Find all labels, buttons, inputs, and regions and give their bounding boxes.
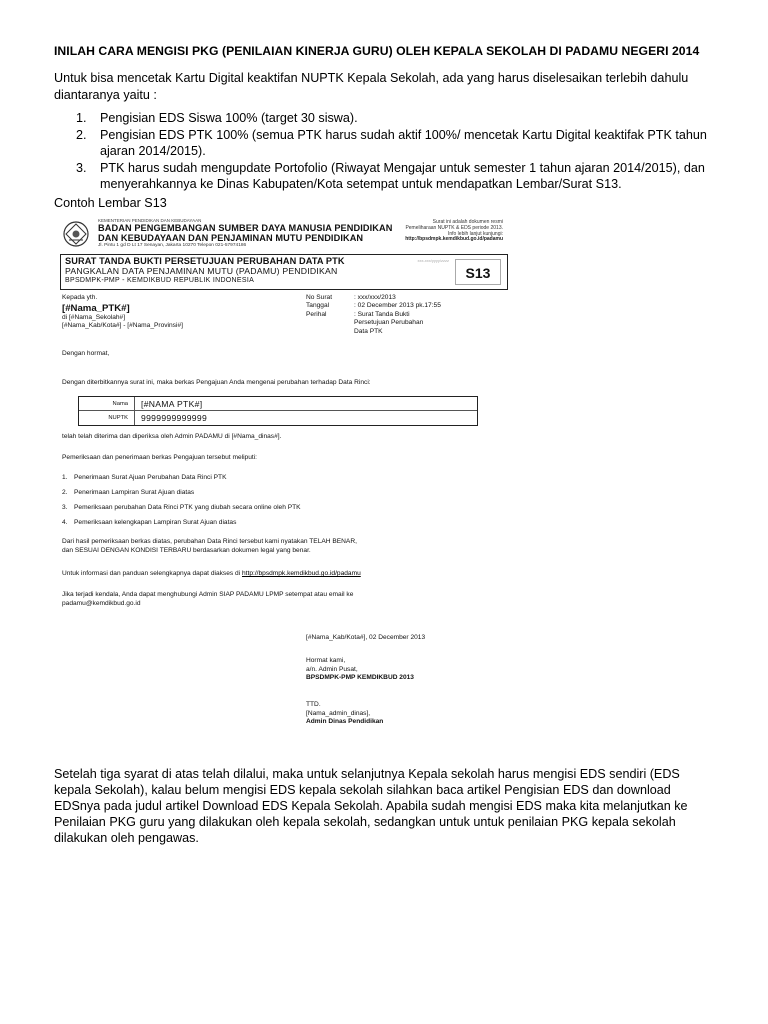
meta-key [306, 328, 354, 336]
letterhead-agency-line1: BADAN PENGEMBANGAN SUMBER DAYA MANUSIA PENDIDIKAN [98, 223, 393, 233]
meta-value: : xxx/xxx/2013 [354, 294, 396, 301]
meta-value: Data PTK [354, 327, 383, 335]
example-caption: Contoh Lembar S13 [54, 196, 167, 210]
meta-row [306, 302, 474, 310]
result-line: dan SESUAI DENGAN KONDISI TERBARU berdasarkan dokumen legal yang benar. [62, 546, 311, 554]
list-item-text: Penerimaan Surat Ajuan Perubahan Data Rinci PTK [74, 474, 227, 481]
table-cell-value: [#NAMA PTK#] [141, 399, 203, 409]
meta-key [306, 319, 354, 327]
letter-code-badge: S13 [455, 259, 501, 285]
meta-key: Tanggal [306, 302, 330, 310]
note-line: Surat ini adalah dokumen resmi [432, 219, 503, 225]
recipient-region: [#Nama_Kab/Kota#] - [#Nama_Provinsi#] [62, 322, 183, 330]
list-item [54, 110, 714, 126]
result-line: Dari hasil pemeriksaan berkas diatas, perubahan Data Rinci tersebut kami nyatakan TELAH BENAR, [62, 538, 357, 545]
list-item [62, 489, 194, 496]
list-item-number: 1. [76, 111, 87, 125]
meta-row [306, 319, 474, 327]
list-item-number: 1. [62, 474, 68, 481]
admin-name: [Nama_admin_dinas], [306, 709, 371, 717]
letterhead-address: Jl. Pintu 1 gd D Lt 17 Senayan, Jakarta 10270 Telepon 021-57974186 [98, 243, 247, 248]
meta-row [306, 294, 474, 302]
signatory-org: BPSDMPK-PMP KEMDIKBUD 2013 [306, 674, 414, 682]
letterhead-ministry: KEMENTERIAN PENDIDIKAN DAN KEBUDAYAAN [98, 218, 202, 223]
closing-paragraph: Setelah tiga syarat di atas telah dilalui, maka untuk selanjutnya Kepala sekolah harus mengisi EDS sendiri (EDS kepala Sekolah), kalau belum mengisi EDS kepala sekolah silahkan baca artikel Pengisian EDS dan download EDSnya pada judul artikel Download EDS Kepala Sekolah. Apabila sudah mengisi EDS maka kita melanjutkan ke Penilaian PKG guru yang dilakukan oleh kepala sekolah, sedangkan untuk untuk penilaian PKG kepala sekolah dilakukan oleh pengawas. [54, 767, 688, 845]
letter-id: xxx-xxx/yyyy/zzzz [417, 258, 449, 263]
greeting: Dengan hormat, [62, 350, 110, 357]
table-row [79, 397, 477, 411]
contact-email: padamu@kemdikbud.go.id [62, 599, 141, 607]
document-title: INILAH CARA MENGISI PKG (PENILAIAN KINERJA GURU) OLEH KEPALA SEKOLAH DI PADAMU NEGERI 2014 [54, 44, 700, 58]
table-cell-label: Nama [79, 397, 135, 410]
contact-line: Jika terjadi kendala, Anda dapat menghubungi Admin SIAP PADAMU LPMP setempat atau email ke [62, 591, 354, 598]
list-item-text: Pemeriksaan perubahan Data Rinci PTK yang diubah secara online oleh PTK [74, 504, 301, 511]
meta-value: : 02 December 2013 pk.17:55 [354, 302, 441, 310]
s13-letter-image [58, 214, 513, 744]
meta-value: : Surat Tanda Bukti [354, 310, 410, 318]
table-cell-label: NUPTK [79, 411, 135, 425]
admin-title: Admin Dinas Pendidikan [306, 718, 384, 726]
signature-ttd [306, 701, 383, 727]
list-item-number: 4. [62, 519, 68, 526]
list-item-text: Pengisian EDS PTK 100% (semua PTK harus sudah aktif 100%/ mencetak Kartu Digital keaktifak PTK tahun ajaran 2014/2015). [100, 128, 707, 158]
recipient-school: di [#Nama_Sekolah#] [62, 313, 126, 321]
list-item-number: 3. [62, 504, 68, 511]
info-text: Untuk informasi dan panduan selengkapnya dapat diakses di [62, 570, 242, 577]
recipient-name: [#Nama_PTK#] [62, 302, 130, 314]
list-item-number: 2. [62, 489, 68, 496]
tut-wuri-handayani-logo-icon [62, 220, 90, 248]
list-item [62, 504, 301, 511]
letter-meta [306, 294, 474, 336]
meta-key: Perihal [306, 310, 327, 318]
list-item-text: Penerimaan Lampiran Surat Ajuan diatas [74, 489, 195, 496]
check-intro: Pemeriksaan dan penerimaan berkas Pengajuan tersebut meliputi: [62, 454, 257, 461]
letter-header-box [60, 254, 508, 290]
place-date: [#Nama_Kab/Kota#], 02 December 2013 [306, 634, 426, 641]
letter-header-subtitle: PANGKALAN DATA PENJAMINAN MUTU (PADAMU) PENDIDIKAN [65, 266, 338, 276]
info-link[interactable]: http://bpsdmpk.kemdikbud.go.id/padamu [241, 570, 361, 577]
meta-key: No Surat [306, 294, 333, 301]
list-item-number: 3. [76, 161, 87, 175]
list-item [62, 519, 236, 526]
signature-block [306, 657, 414, 683]
list-item-text: PTK harus sudah mengupdate Portofolio (Riwayat Mengajar untuk semester 1 tahun ajaran 2014/2015), dan menyerahkannya ke Dinas Kabupaten/Kota setempat untuk mendapatkan Lembar/Surat S13. [100, 161, 705, 191]
ttd-label: TTD. [306, 701, 321, 708]
info-paragraph [62, 570, 502, 579]
letter-body-intro: Dengan diterbitkannya surat ini, maka berkas Pengajuan Anda mengenai perubahan terhadap Data Rinci: [62, 379, 371, 386]
note-line: Pemeliharaan NUPTK & EDS periode 2013. [405, 224, 503, 231]
list-item-text: Pemeriksaan kelengkapan Lampiran Surat Ajuan diatas [74, 519, 237, 526]
contact-paragraph [62, 591, 502, 608]
ptk-data-table [78, 396, 478, 426]
list-item-number: 2. [76, 128, 87, 142]
list-item [62, 474, 226, 481]
note-url: http://bpsdmpk.kemdikbud.go.id/padamu [405, 236, 503, 243]
list-item [54, 127, 714, 159]
letterhead-agency [98, 224, 393, 243]
recipient-block [62, 294, 183, 331]
letter-body-received: telah telah diterima dan diperiksa oleh Admin PADAMU di [#Nama_dinas#]. [62, 433, 282, 440]
letter-header-org: BPSDMPK-PMP - KEMDIKBUD REPUBLIK INDONESIA [65, 277, 255, 284]
result-paragraph [62, 538, 502, 555]
meta-row [306, 311, 474, 319]
letterhead-agency-line2: DAN KEBUDAYAAN DAN PENJAMINAN MUTU PENDIDIKAN [98, 232, 364, 243]
requirements-list [54, 110, 714, 193]
meta-row [306, 328, 474, 336]
on-behalf: a/n. Admin Pusat, [306, 665, 358, 673]
note-line: Info lebih lanjut kunjungi: [447, 230, 503, 237]
recipient-label: Kepada yth. [62, 294, 98, 301]
regards: Hormat kami, [306, 657, 346, 664]
intro-paragraph: Untuk bisa mencetak Kartu Digital keaktifan NUPTK Kepala Sekolah, ada yang harus diselesaikan terlebih dahulu diantaranya yaitu : [54, 71, 689, 102]
letter-header-title: SURAT TANDA BUKTI PERSETUJUAN PERUBAHAN DATA PTK [65, 256, 345, 266]
table-row [79, 411, 477, 425]
list-item-text: Pengisian EDS Siswa 100% (target 30 siswa). [100, 111, 358, 125]
list-item [54, 160, 714, 192]
table-cell-value: 9999999999999 [141, 413, 208, 423]
meta-value: Persetujuan Perubahan [354, 319, 424, 327]
letterhead-note [405, 220, 503, 243]
